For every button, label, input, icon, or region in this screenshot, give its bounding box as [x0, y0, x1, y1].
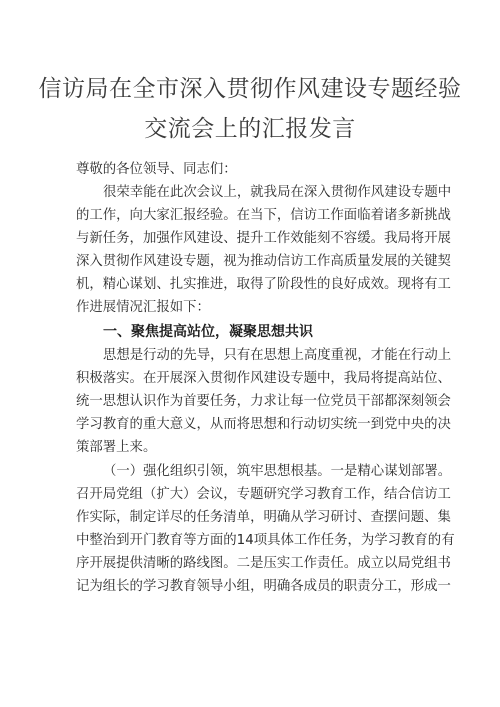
paragraph-1-line: 深入贯彻作风建设专题，视为推动信访工作高质量发展的关键契	[76, 254, 451, 269]
paragraph-2-line: 积极落实。在开展深入贯彻作风建设专题中，我局将提高站位、	[76, 371, 451, 386]
paragraph-3-line: 作实际，制定详尽的任务清单，明确从学习研讨、查摆问题、集	[76, 510, 451, 525]
paragraph-3-line: 中整治到开门教育等方面的14项具体工作任务，为学习教育的有	[76, 533, 455, 548]
document-title-line-2: 交流会上的汇报发言	[144, 116, 356, 142]
paragraph-1-line: 很荣幸能在此次会议上，就我局在深入贯彻作风建设专题中	[103, 185, 452, 200]
paragraph-1-line: 作进展情况汇报如下：	[76, 300, 210, 315]
paragraph-3-line: 召开局党组（扩大）会议，专题研究学习教育工作，结合信访工	[76, 487, 451, 502]
paragraph-1-line: 的工作，向大家汇报经验。在当下，信访工作面临着诸多新挑战	[76, 208, 451, 223]
paragraph-2-line: 思想是行动的先导，只有在思想上高度重视，才能在行动上	[103, 348, 452, 363]
paragraph-2-line: 统一思想认识作为首要任务，力求让每一位党员干部都深刻领会	[76, 394, 451, 409]
paragraph-2-line: 学习教育的重大意义，从而将思想和行动切实统一到党中央的决	[76, 417, 451, 432]
paragraph-3-line: 序开展提供清晰的路线图。二是压实工作责任。成立以局党组书	[76, 556, 451, 571]
document-title-line-1: 信访局在全市深入贯彻作风建设专题经验	[38, 76, 462, 102]
greeting: 尊敬的各位领导、同志们：	[76, 162, 237, 177]
paragraph-1-line: 与新任务，加强作风建设、提升工作效能刻不容缓。我局将开展	[76, 231, 451, 246]
paragraph-3-line: （一）强化组织引领，筑牢思想根基。一是精心谋划部署。	[103, 464, 452, 479]
paragraph-2-line: 策部署上来。	[76, 440, 157, 455]
paragraph-3-line: 记为组长的学习教育领导小组，明确各成员的职责分工，形成一	[76, 579, 451, 594]
paragraph-1-line: 机，精心谋划、扎实推进，取得了阶段性的良好成效。现将有工	[76, 277, 451, 292]
section-heading-1: 一、聚焦提高站位，凝聚思想共识	[103, 324, 313, 340]
